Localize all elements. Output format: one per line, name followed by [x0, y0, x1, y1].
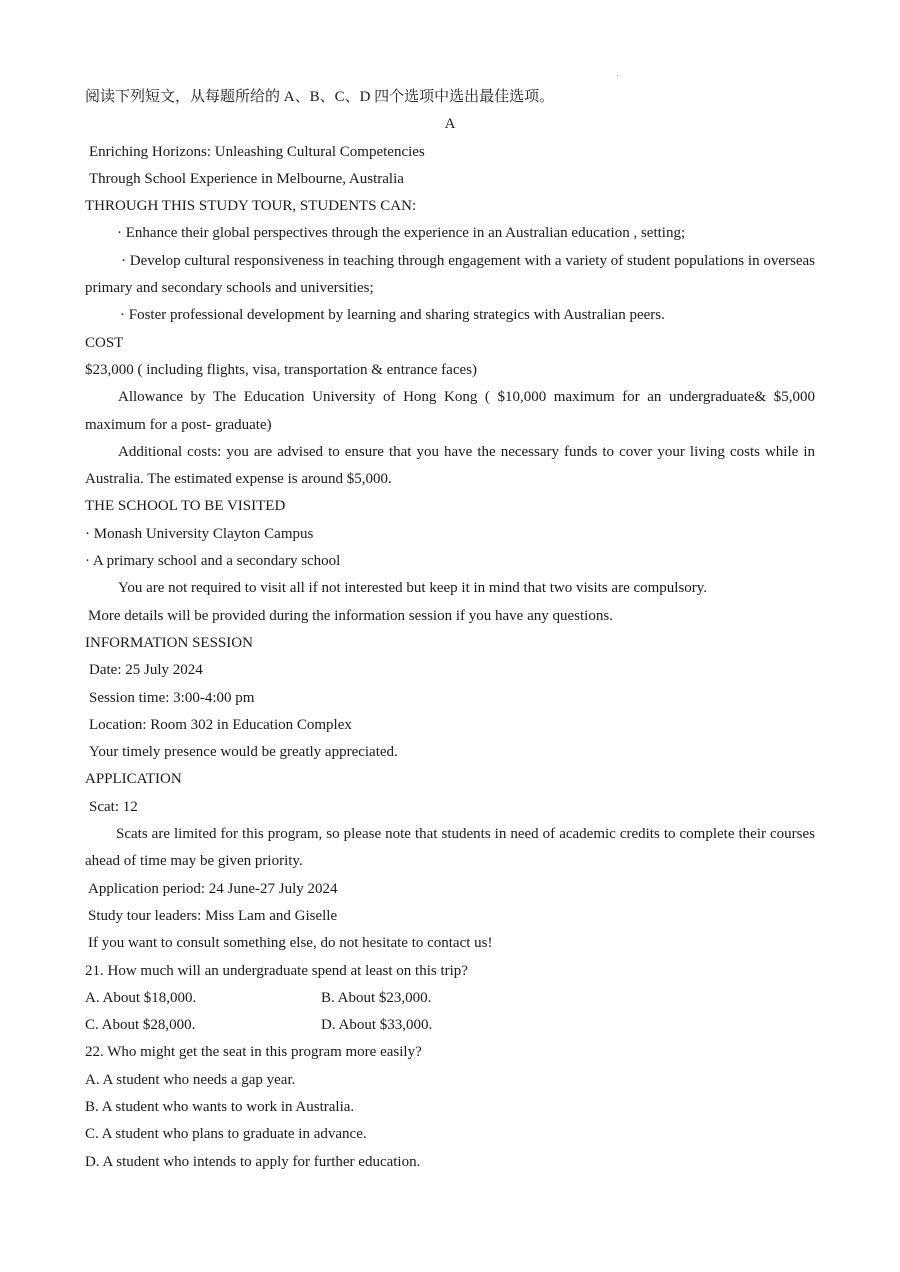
- question-21-options-row: [85, 1012, 815, 1039]
- schools-more: More details will be provided during the information session if you have any questions.: [88, 607, 613, 624]
- document-page: [85, 84, 815, 1176]
- application-heading: APPLICATION: [85, 771, 182, 788]
- instruction: 阅读下列短文，从每题所给的 A、B、C、D 四个选项中选出最佳选项。: [85, 89, 555, 105]
- title-line-2: Through School Experience in Melbourne, Australia: [89, 170, 404, 187]
- schools-note: You are not required to visit all if not interested but keep it in mind that two visits are compulsory.: [118, 580, 708, 597]
- application-seat: Scat: 12: [89, 798, 138, 815]
- question-21-option-d: D. About $33,000.: [321, 1017, 433, 1034]
- info-session-location: Location: Room 302 in Education Complex: [89, 716, 352, 733]
- cost-heading: COST: [85, 334, 124, 351]
- school-item: · Monash University Clayton Campus: [85, 525, 314, 542]
- benefits-heading: THROUGH THIS STUDY TOUR, STUDENTS CAN:: [85, 198, 417, 215]
- info-session-time: Session time: 3:00-4:00 pm: [89, 689, 255, 706]
- application-priority: Scats are limited for this program, so please note that students in need of academic credits to complete their courses ahead of time may be given priority.: [85, 826, 815, 870]
- application-contact: If you want to consult something else, do not hesitate to contact us!: [88, 935, 493, 952]
- info-session-date: Date: 25 July 2024: [89, 662, 203, 679]
- benefit-item: · Enhance their global perspectives through the experience in an Australian education , setting;: [117, 225, 686, 242]
- question-21-option-a: A. About $18,000.: [85, 989, 197, 1006]
- info-session-heading: INFORMATION SESSION: [85, 634, 253, 651]
- title-line-1: Enriching Horizons: Unleashing Cultural Competencies: [89, 143, 425, 160]
- cost-allowance: Allowance by The Education University of Hong Kong ( $10,000 maximum for an undergraduate& $5,000 maximum for a post- graduate): [85, 389, 815, 433]
- application-period: Application period: 24 June-27 July 2024: [88, 880, 338, 897]
- scan-speck: [617, 75, 618, 76]
- question-22-stem: 22. Who might get the seat in this program more easily?: [85, 1044, 422, 1061]
- info-session-note: Your timely presence would be greatly appreciated.: [89, 744, 398, 761]
- question-22-option-c: C. A student who plans to graduate in advance.: [85, 1126, 367, 1143]
- cost-additional: Additional costs: you are advised to ensure that you have the necessary funds to cover your living costs while in Australia. The estimated expense is around $5,000.: [85, 443, 815, 488]
- cost-price: $23,000 ( including flights, visa, transportation & entrance faces): [85, 361, 477, 378]
- question-21-options-row: [85, 985, 815, 1012]
- question-21-stem: 21. How much will an undergraduate spend at least on this trip?: [85, 962, 468, 979]
- question-22-option-d: D. A student who intends to apply for further education.: [85, 1153, 421, 1170]
- question-21-option-b: B. About $23,000.: [321, 989, 432, 1006]
- benefit-item: · Foster professional development by learning and sharing strategics with Australian peers.: [120, 307, 665, 324]
- question-22-option-b: B. A student who wants to work in Australia.: [85, 1098, 355, 1115]
- question-21-option-c: C. About $28,000.: [85, 1017, 196, 1034]
- benefit-item: · Develop cultural responsiveness in teaching through engagement with a variety of student populations in overseas primary and secondary schools and universities;: [85, 252, 815, 297]
- application-leaders: Study tour leaders: Miss Lam and Giselle: [88, 907, 338, 924]
- section-label: A: [444, 116, 456, 133]
- schools-heading: THE SCHOOL TO BE VISITED: [85, 498, 286, 515]
- school-item: · A primary school and a secondary school: [85, 553, 341, 570]
- question-22-option-a: A. A student who needs a gap year.: [85, 1071, 296, 1088]
